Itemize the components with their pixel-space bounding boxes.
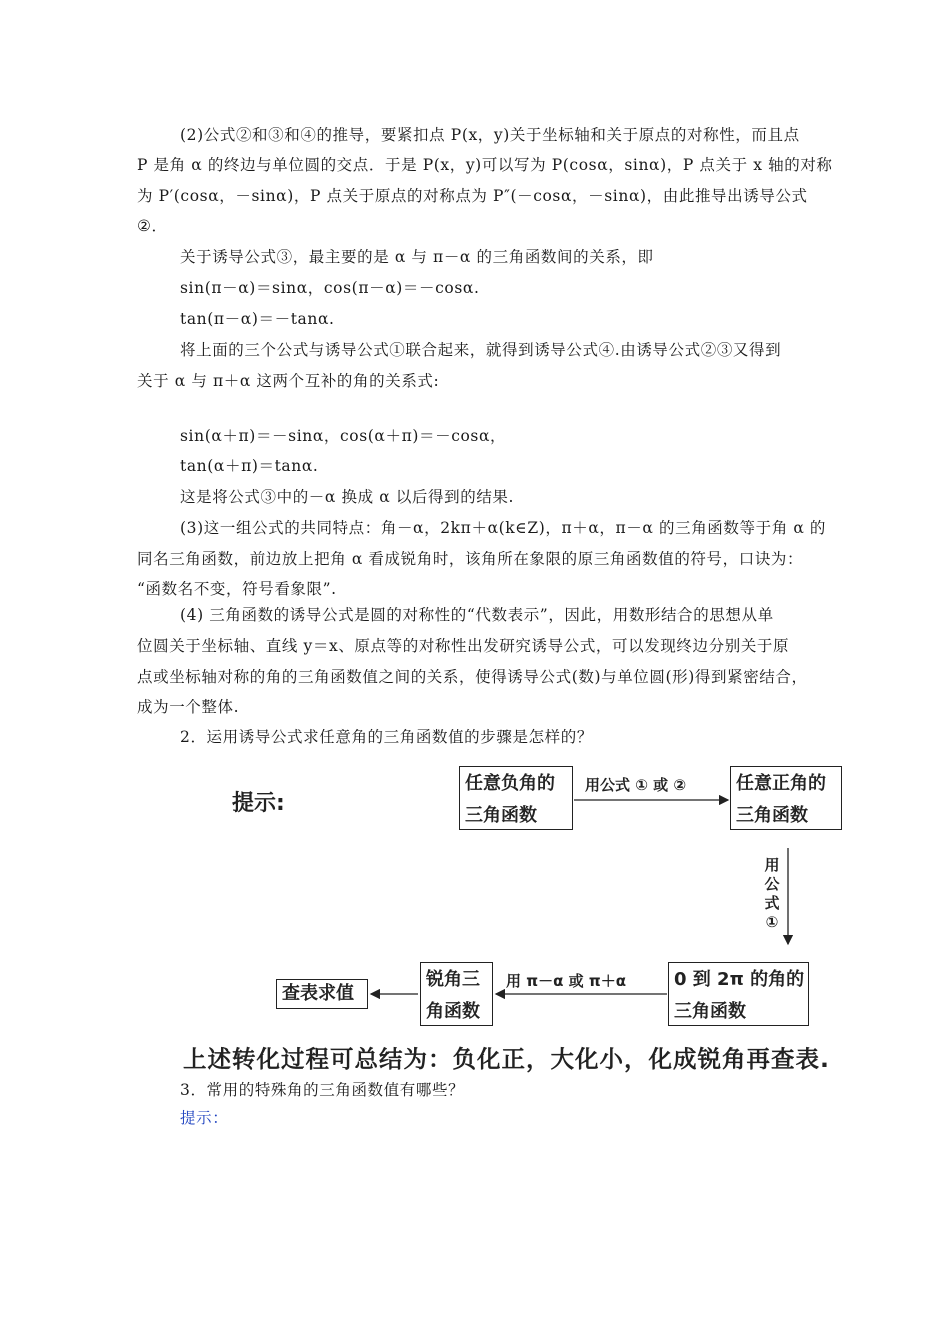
arrow-right-vertical-label: 用公式① — [764, 856, 780, 931]
question-3: 3．常用的特殊角的三角函数值有哪些？ — [180, 1081, 465, 1099]
diagram-summary: 上述转化过程可总结为：负化正，大化小，化成锐角再查表. — [183, 1045, 830, 1073]
box-acute-angle-line-1: 锐角三 — [426, 969, 480, 990]
para-3-line-2: 同名三角函数，前边放上把角 α 看成锐角时，该角所在象限的原三角函数值的符号，口诀为： — [137, 550, 804, 568]
hint-3-label: 提示： — [180, 1109, 229, 1127]
box-0-to-2pi-line-2: 三角函数 — [674, 1001, 746, 1022]
diagram-hint-label: 提示: — [232, 791, 285, 816]
para-4-line-3: 点或坐标轴对称的角的三角函数值之间的关系，使得诱导公式(数)与单位圆(形)得到紧密结合， — [137, 668, 808, 686]
formula-tan-pi-minus: tan(π－α)＝－tanα. — [180, 310, 335, 328]
para-2-line-3: 为 P′(cosα，－sinα)，P 点关于原点的对称点为 P″(－cosα，－sinα)，由此推导出诱导公式 — [137, 187, 808, 205]
box-acute-angle-line-2: 角函数 — [426, 1001, 480, 1022]
para-combine-line-1: 将上面的三个公式与诱导公式①联合起来，就得到诱导公式④.由诱导公式②③又得到 — [180, 341, 782, 359]
box-positive-angle-line-2: 三角函数 — [736, 805, 808, 826]
para-combine-line-2: 关于 α 与 π＋α 这两个互补的角的关系式: — [137, 372, 440, 390]
box-table-lookup: 查表求值 — [276, 979, 368, 1009]
para-2-line-2: P 是角 α 的终边与单位圆的交点．于是 P(x，y)可以写为 P(cosα，sinα)，P 点关于 x 轴的对称 — [137, 156, 833, 174]
para-2-line-4: ②． — [137, 217, 168, 235]
para-replace-note: 这是将公式③中的－α 换成 α 以后得到的结果. — [180, 488, 515, 506]
para-4-line-4: 成为一个整体. — [137, 698, 240, 716]
para-3-line-1: (3)这一组公式的共同特点：角－α，2kπ＋α(k∈Z)，π＋α，π－α 的三角函数等于角 α 的 — [180, 519, 827, 537]
formula-tan-alpha-plus-pi: tan(α＋π)＝tanα. — [180, 457, 319, 475]
box-negative-angle-line-1: 任意负角的 — [465, 773, 555, 794]
box-negative-angle-line-2: 三角函数 — [465, 805, 537, 826]
para-4-line-1: (4) 三角函数的诱导公式是圆的对称性的“代数表示”，因此，用数形结合的思想从单 — [180, 606, 774, 624]
para-4-line-2: 位圆关于坐标轴、直线 y＝x、原点等的对称性出发研究诱导公式，可以发现终边分别关于原 — [137, 637, 790, 655]
para-3-line-3: “函数名不变，符号看象限”. — [137, 580, 337, 598]
formula-sin-cos-alpha-plus-pi: sin(α＋π)＝－sinα，cos(α＋π)＝－cosα， — [180, 427, 507, 445]
box-positive-angle-line-1: 任意正角的 — [736, 773, 826, 794]
formula-sin-cos-pi-minus: sin(π－α)＝sinα，cos(π－α)＝－cosα. — [180, 279, 480, 297]
box-0-to-2pi-line-1: 0 到 2π 的角的 — [674, 969, 805, 990]
para-2-line-1: (2)公式②和③和④的推导，要紧扣点 P(x，y)关于坐标轴和关于原点的对称性，而且点 — [180, 126, 800, 144]
formula3-intro: 关于诱导公式③，最主要的是 α 与 π－α 的三角函数间的关系，即 — [180, 248, 654, 266]
arrow-bottom-label: 用 π－α 或 π＋α — [506, 972, 627, 990]
question-2: 2．运用诱导公式求任意角的三角函数值的步骤是怎样的？ — [180, 728, 593, 746]
arrow-top-label: 用公式 ① 或 ② — [585, 776, 687, 794]
